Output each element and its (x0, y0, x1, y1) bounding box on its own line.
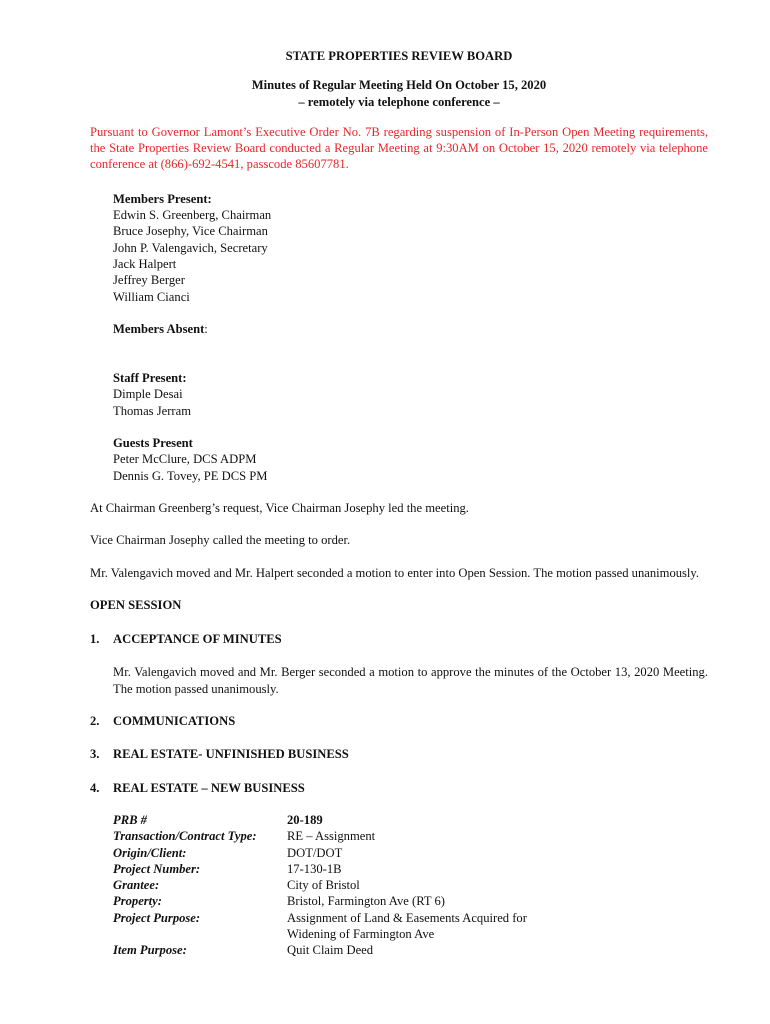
staff-name: Dimple Desai (113, 387, 183, 402)
members-absent-colon: : (204, 321, 208, 336)
prb-field-value: 20-189 (287, 812, 323, 827)
section-number: 3. (90, 747, 100, 762)
prb-field-value: RE – Assignment (287, 829, 376, 844)
prb-field-label: Property: (113, 894, 162, 909)
open-session-heading: OPEN SESSION (90, 597, 182, 612)
section-heading (90, 780, 708, 796)
section-heading (90, 746, 708, 762)
prb-field-value: DOT/DOT (287, 845, 343, 860)
section-number: 1. (90, 632, 100, 647)
prb-details-table (113, 812, 708, 959)
prb-field-value: Bristol, Farmington Ave (RT 6) (287, 894, 445, 909)
paragraph-call-to-order: Vice Chairman Josephy called the meeting to order. (90, 533, 351, 548)
meeting-date-line: Minutes of Regular Meeting Held On October 15, 2020 (251, 78, 547, 93)
prb-field-value: City of Bristol (287, 878, 360, 893)
member-name: Bruce Josephy, Vice Chairman (113, 224, 268, 239)
executive-order-notice: Pursuant to Governor Lamont’s Executive Order No. 7B regarding suspension of In-Person Open Meeting requirements, the State Properties Review Board conducted a Regular Meeting at 9:30AM on October 15, 2020 remotely via telephone conference at (866)-692-4541, passcode 85607781. (90, 124, 708, 172)
prb-field-label: Origin/Client: (113, 845, 187, 860)
prb-field-label: Transaction/Contract Type: (113, 829, 257, 844)
members-absent-section (113, 321, 708, 337)
prb-field-value: Quit Claim Deed (287, 943, 374, 958)
prb-field-label: Item Purpose: (113, 943, 187, 958)
section-title: REAL ESTATE – NEW BUSINESS (113, 780, 305, 795)
member-name: William Cianci (113, 289, 190, 304)
guests-present-label: Guests Present (113, 436, 193, 451)
section-heading (90, 631, 708, 647)
prb-field-label: PRB # (113, 812, 147, 827)
members-present-section (113, 191, 708, 305)
section-body: Mr. Valengavich moved and Mr. Berger seconded a motion to approve the minutes of the October 13, 2020 Meeting. The motion passed unanimously. (113, 665, 708, 696)
prb-field-label: Project Purpose: (113, 910, 201, 925)
members-present-label: Members Present: (113, 191, 212, 206)
prb-field-value: Assignment of Land & Easements Acquired for Widening of Farmington Ave (287, 910, 527, 941)
prb-field-value: 17-130-1B (287, 861, 342, 876)
member-name: Jeffrey Berger (113, 273, 185, 288)
document-title: STATE PROPERTIES REVIEW BOARD (285, 49, 513, 63)
prb-field-label: Project Number: (113, 861, 201, 876)
section-number: 4. (90, 780, 100, 795)
members-absent-label: Members Absent (113, 321, 205, 336)
section-title: ACCEPTANCE OF MINUTES (113, 632, 282, 647)
paragraph-meeting-lead: At Chairman Greenberg’s request, Vice Chairman Josephy led the meeting. (90, 500, 469, 515)
prb-field-label: Grantee: (113, 878, 160, 893)
guest-name: Dennis G. Tovey, PE DCS PM (113, 468, 268, 483)
staff-present-label: Staff Present: (113, 371, 187, 386)
member-name: John P. Valengavich, Secretary (113, 240, 268, 255)
member-name: Edwin S. Greenberg, Chairman (113, 208, 272, 223)
section-title: COMMUNICATIONS (113, 714, 236, 729)
member-name: Jack Halpert (113, 256, 177, 271)
section-title: REAL ESTATE- UNFINISHED BUSINESS (113, 747, 349, 762)
section-number: 2. (90, 714, 100, 729)
staff-name: Thomas Jerram (113, 403, 191, 418)
section-heading (90, 713, 708, 729)
paragraph-open-session-motion: Mr. Valengavich moved and Mr. Halpert seconded a motion to enter into Open Session. The motion passed unanimously. (90, 565, 700, 580)
guests-present-section (113, 435, 708, 484)
staff-present-section (113, 370, 708, 419)
guest-name: Peter McClure, DCS ADPM (113, 452, 257, 467)
meeting-mode-line: – remotely via telephone conference – (298, 94, 500, 109)
